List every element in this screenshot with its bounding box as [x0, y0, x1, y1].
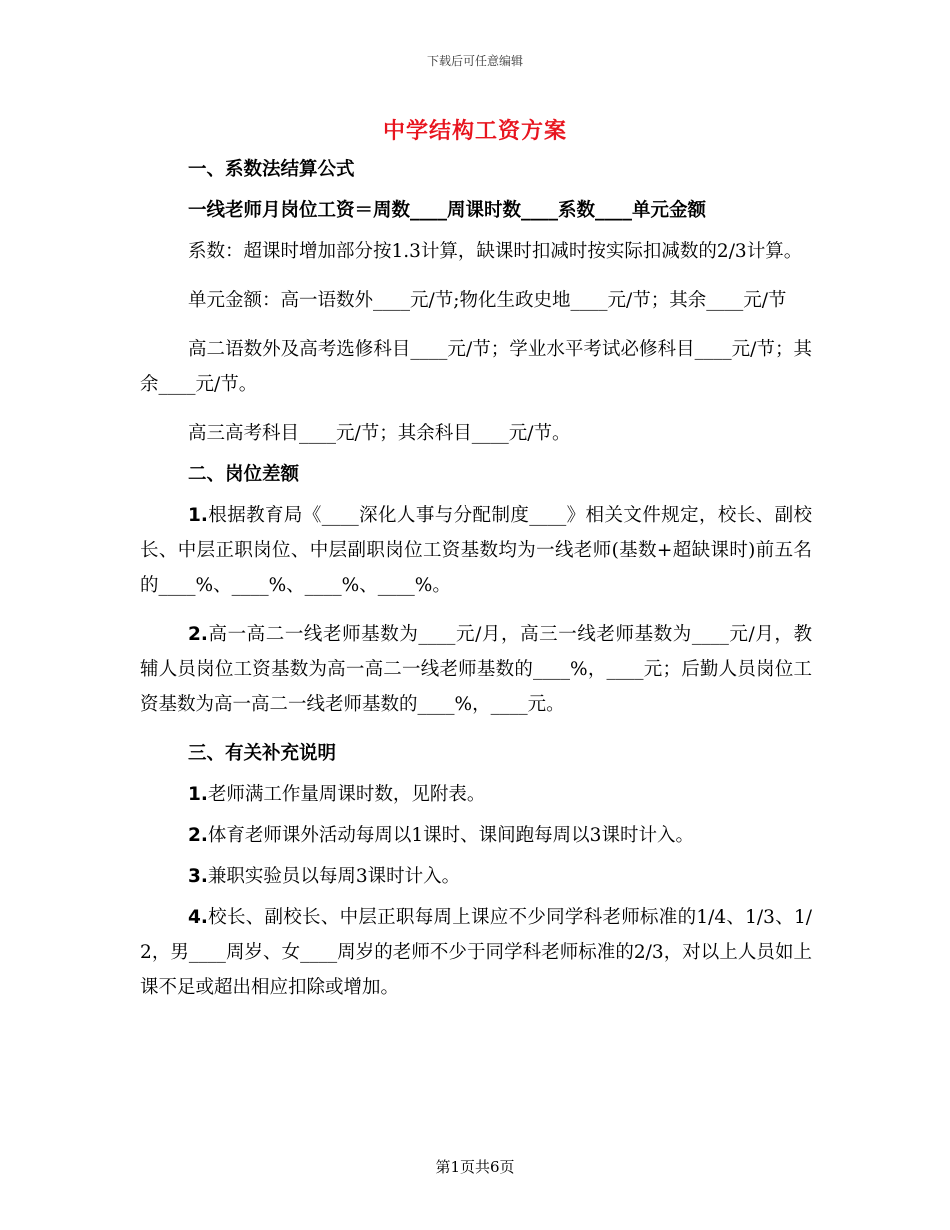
list-item-text: 根据教育局《____深化人事与分配制度____》相关文件规定，校长、副校长、中层正职岗位、中层副职岗位工资基数均为一线老师(基数+超缺课时)前五名的____%、____%、____%、____%。 [140, 505, 812, 596]
section-1-paragraph-grade-2: 高二语数外及高考选修科目____元/节；学业水平考试必修科目____元/节；其余____元/节。 [140, 339, 812, 395]
section-2-item-1 [140, 498, 812, 603]
section-2-item-2 [140, 617, 812, 722]
section-1-heading: 一、系数法结算公式 [188, 159, 355, 180]
list-item-text: 高一高二一线老师基数为____元/月，高三一线老师基数为____元/月，教辅人员岗位工资基数为高一高二一线老师基数的____%，____元；后勤人员岗位工资基数为高一高二一线老师基数的____%，____元。 [140, 624, 812, 715]
page-footer: 第1页共6页 [435, 1158, 515, 1176]
list-number: 2. [188, 825, 208, 846]
header-note: 下载后可任意编辑 [426, 54, 523, 68]
list-number: 3. [188, 866, 208, 887]
list-item-text: 老师满工作量周课时数，见附表。 [207, 784, 486, 805]
document-title: 中学结构工资方案 [382, 118, 567, 144]
document-body [140, 152, 812, 1005]
section-3-item-1 [140, 777, 812, 812]
section-1-paragraph-coefficient: 系数：超课时增加部分按1.3计算，缺课时扣减时按实际扣减数的2/3计算。 [188, 241, 803, 262]
section-3-item-2 [140, 818, 812, 853]
list-number: 1. [188, 505, 208, 526]
list-number: 4. [188, 907, 208, 928]
list-item-text: 体育老师课外活动每周以1课时、课间跑每周以3课时计入。 [207, 825, 694, 846]
section-1-paragraph-grade-3: 高三高考科目____元/节；其余科目____元/节。 [188, 423, 571, 444]
list-number: 1. [188, 784, 208, 805]
list-item-text: 兼职实验员以每周3课时计入。 [207, 866, 461, 887]
list-number: 2. [188, 624, 208, 645]
section-2-heading: 二、岗位差额 [188, 464, 300, 485]
section-1-paragraph-unit-amount: 单元金额：高一语数外____元/节;物化生政史地____元/节；其余____元/节 [188, 290, 787, 311]
section-3-item-4 [140, 900, 812, 1005]
section-1-formula: 一线老师月岗位工资＝周数____周课时数____系数____单元金额 [188, 200, 707, 221]
list-item-text: 校长、副校长、中层正职每周上课应不少同学科老师标准的1/4、1/3、1/2，男____周岁、女____周岁的老师不少于同学科老师标准的2/3，对以上人员如上课不足或超出相应扣除或增加。 [140, 907, 812, 998]
section-3-heading: 三、有关补充说明 [188, 743, 337, 764]
section-3-item-3 [140, 859, 812, 894]
